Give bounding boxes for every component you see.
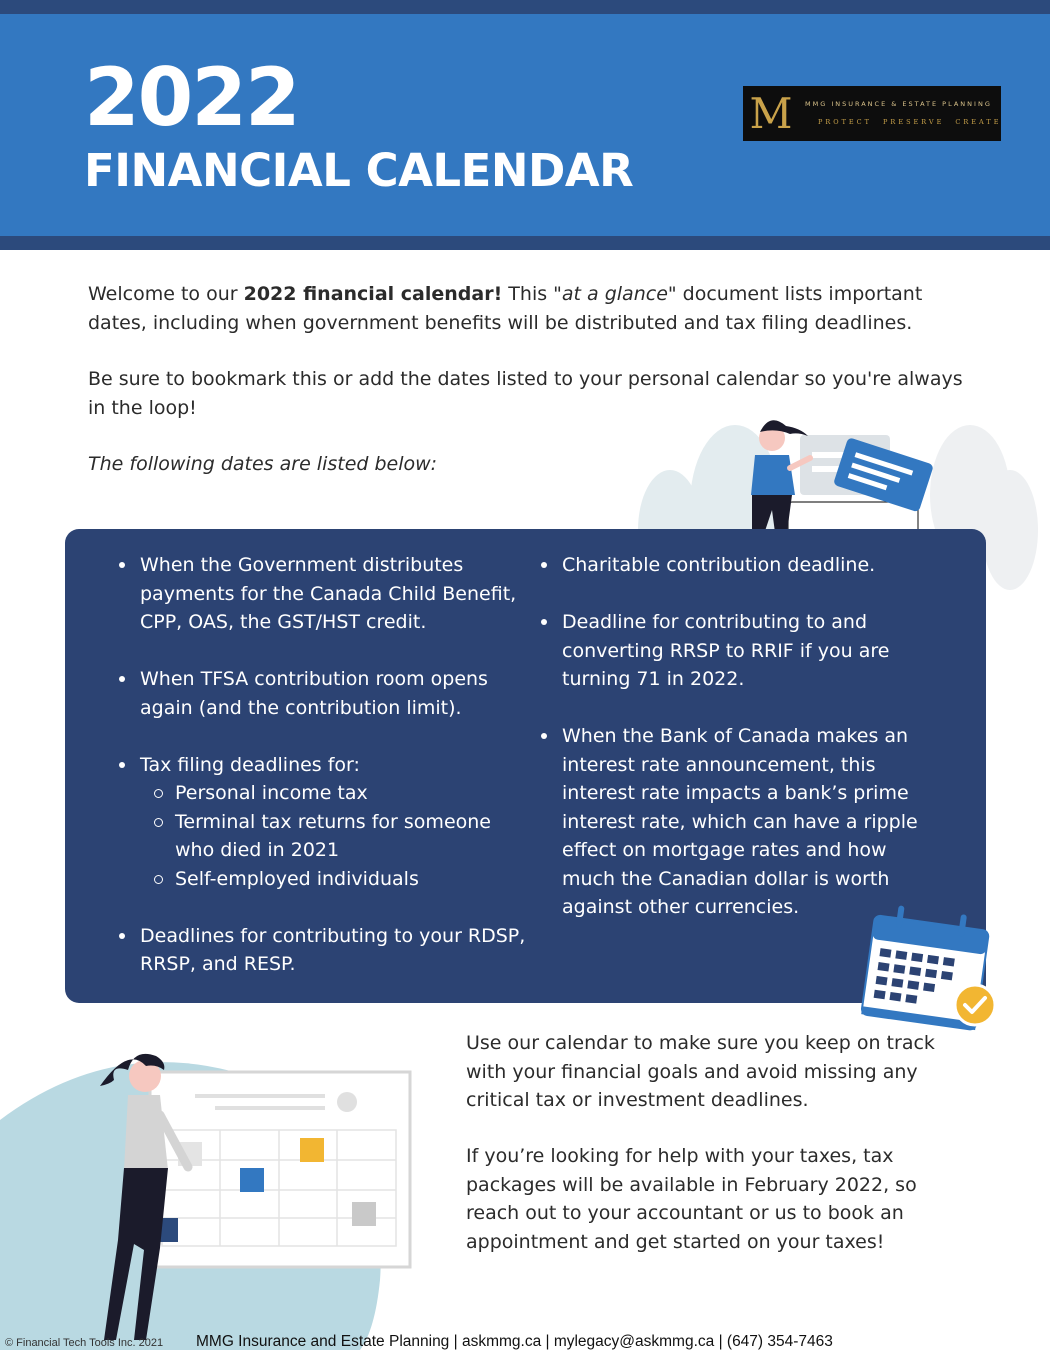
calendar-check-icon	[858, 905, 1000, 1035]
list-item: When the Government distributes payments for the Canada Child Benefit, CPP, OAS, the GST/HST credit.	[140, 551, 530, 637]
sub-list-item: Personal income tax	[175, 779, 530, 808]
footer-contact: MMG Insurance and Estate Planning | askmmg.ca | mylegacy@askmmg.ca | (647) 354-7463	[196, 1333, 833, 1350]
dates-list-right	[562, 551, 942, 950]
logo-name: MMG INSURANCE & ESTATE PLANNING	[805, 100, 992, 108]
list-item-label: Tax filing deadlines for:	[140, 753, 360, 776]
sub-list-item: Terminal tax returns for someone who died in 2021	[175, 808, 530, 865]
banner-bottom-strip	[0, 236, 1050, 250]
header-year: 2022	[84, 51, 299, 144]
list-item: Deadlines for contributing to your RDSP, RRSP, and RESP.	[140, 922, 530, 979]
footer-copyright: © Financial Tech Tools Inc. 2021	[5, 1337, 164, 1349]
logo-tagline: PROTECT PRESERVE CREATE	[818, 118, 1002, 126]
logo-initial: M	[749, 89, 793, 138]
list-item: Charitable contribution deadline.	[562, 551, 942, 580]
intro-list-heading: The following dates are listed below:	[88, 453, 438, 475]
sub-list-item: Self-employed individuals	[175, 865, 530, 894]
outro-paragraph-1: Use our calendar to make sure you keep on track with your financial goals and avoid missing any critical tax or investment deadlines.	[466, 1032, 935, 1111]
list-item: Deadline for contributing to and converting RRSP to RRIF if you are turning 71 in 2022.	[562, 608, 942, 694]
intro-paragraph-2: Be sure to bookmark this or add the dates listed to your personal calendar so you're always in the loop!	[88, 368, 963, 419]
top-strip	[0, 0, 1050, 14]
dates-list-left	[140, 551, 530, 1007]
list-item: When TFSA contribution room opens again (and the contribution limit).	[140, 665, 530, 722]
woman-at-planning-board-illustration	[0, 1040, 420, 1350]
list-item-tax-deadlines	[140, 751, 530, 894]
outro-paragraph-2: If you’re looking for help with your taxes, tax packages will be available in February 2022, so reach out to your accountant or us to book an appointment and get started on your taxes!	[466, 1145, 917, 1253]
company-logo	[743, 86, 1001, 141]
header-title: FINANCIAL CALENDAR	[84, 144, 634, 197]
list-item: When the Bank of Canada makes an interest rate announcement, this interest rate impacts a bank’s prime interest rate, which can have a ripple effect on mortgage rates and how much the Canadian dollar is worth against other currencies.	[562, 722, 942, 922]
intro-paragraph-1: Welcome to our 2022 financial calendar! This "at a glance" document lists important dates, including when government benefits will be distributed and tax filing deadlines.	[88, 283, 923, 334]
